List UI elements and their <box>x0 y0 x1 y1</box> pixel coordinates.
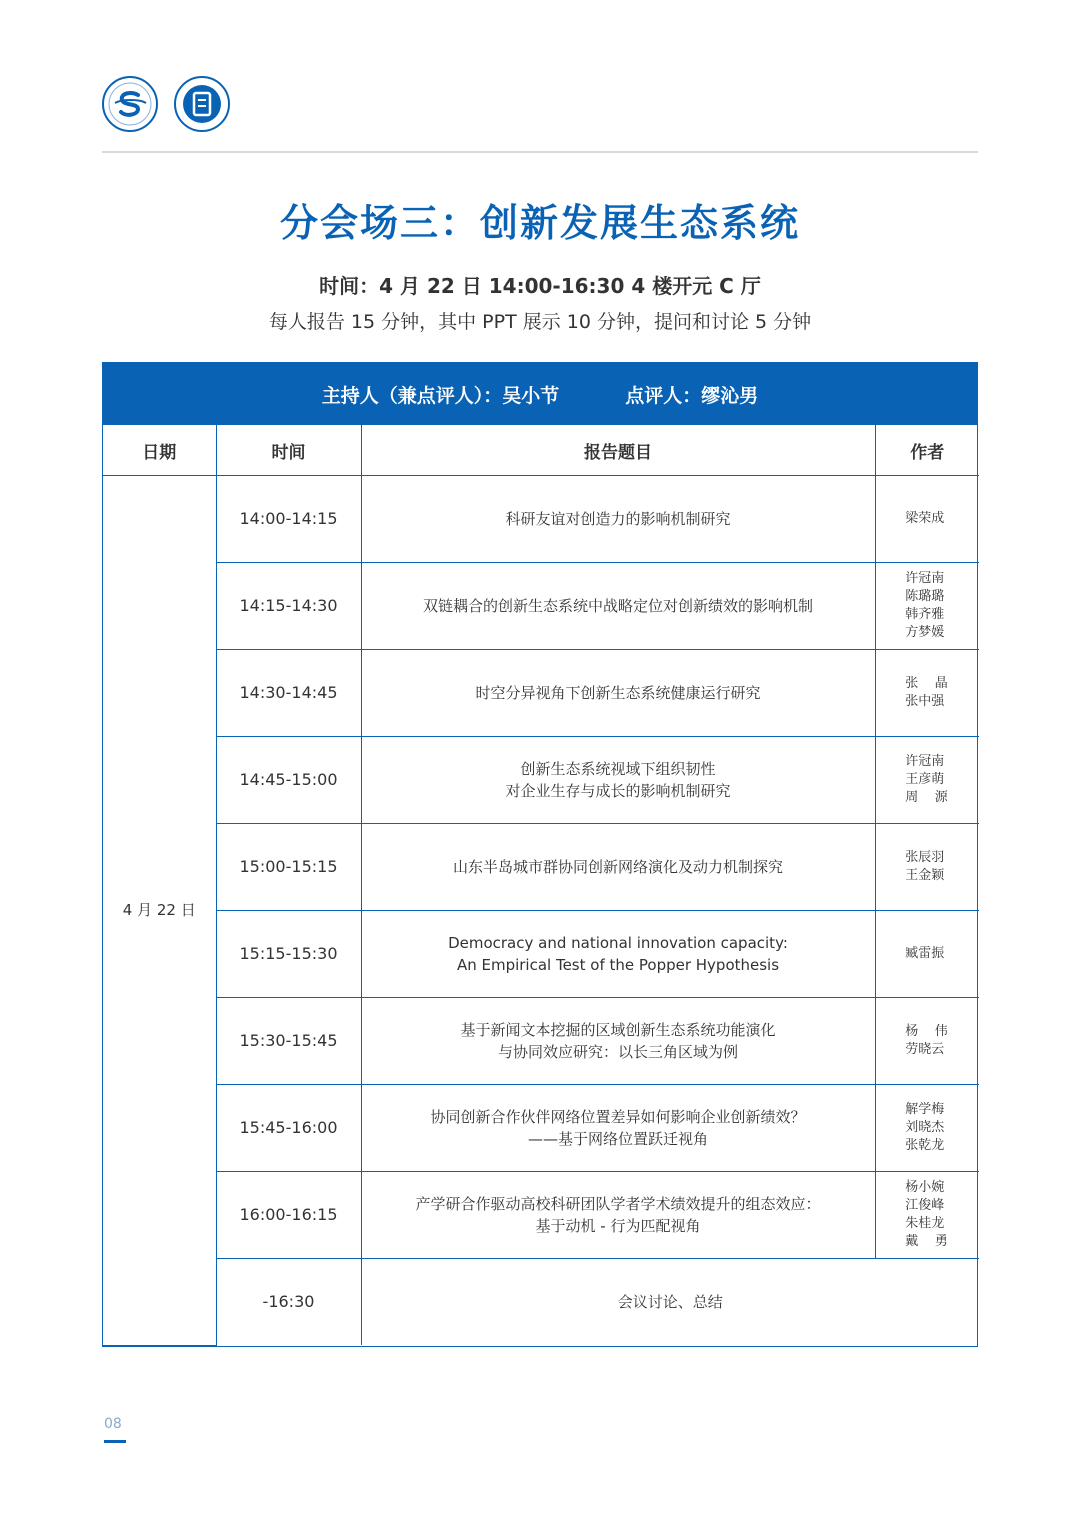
author-name: 王金颖 <box>905 868 945 883</box>
author-name: 臧雷振 <box>905 946 945 961</box>
title-line: 对企业生存与成长的影响机制研究 <box>505 782 731 800</box>
table-row <box>103 911 979 998</box>
author-name: 韩齐雅 <box>905 607 945 622</box>
time-cell: 14:30-14:45 <box>216 650 361 737</box>
header-date: 日期 <box>103 425 216 476</box>
author-name: 朱桂龙 <box>905 1216 945 1231</box>
table-header-row <box>103 425 979 476</box>
author-name: 解学梅 <box>905 1102 945 1117</box>
title-cell <box>361 737 875 824</box>
author-name: 许冠南 <box>905 754 945 769</box>
title-cell <box>361 1085 875 1172</box>
page-title: 分会场三：创新发展生态系统 <box>279 201 800 245</box>
closing-time-cell: -16:30 <box>216 1259 361 1346</box>
author-name: 王彦萌 <box>905 772 945 787</box>
time-cell: 15:15-15:30 <box>216 911 361 998</box>
author-cell <box>875 476 979 563</box>
host-label: 主持人（兼点评人）：吴小节 <box>321 384 560 407</box>
title-cell <box>361 563 875 650</box>
title-line: 科研友谊对创造力的影响机制研究 <box>505 510 731 528</box>
time-cell: 14:00-14:15 <box>216 476 361 563</box>
title-line: 产学研合作驱动高校科研团队学者学术绩效提升的组态效应： <box>415 1195 821 1213</box>
table-row <box>103 824 979 911</box>
table-row <box>103 737 979 824</box>
author-name: 江俊峰 <box>905 1198 945 1213</box>
title-line: 基于新闻文本挖掘的区域创新生态系统功能演化 <box>460 1021 776 1039</box>
table-row <box>103 650 979 737</box>
reviewer-label: 点评人：缪沁男 <box>625 384 759 407</box>
logo-group <box>102 76 230 132</box>
author-cell <box>875 737 979 824</box>
table-row <box>103 476 979 563</box>
header-time: 时间 <box>216 425 361 476</box>
header-divider <box>102 151 978 153</box>
title-line: Democracy and national innovation capacity: <box>448 934 788 952</box>
author-name: 劳晓云 <box>905 1042 945 1057</box>
title-line: 山东半岛城市群协同创新网络演化及动力机制探究 <box>452 858 783 876</box>
table-row <box>103 563 979 650</box>
title-line: 双链耦合的创新生态系统中战略定位对创新绩效的影响机制 <box>422 597 813 615</box>
title-line: 时空分异视角下创新生态系统健康运行研究 <box>475 684 761 702</box>
author-name: 陈璐璐 <box>905 589 945 604</box>
time-cell: 14:15-14:30 <box>216 563 361 650</box>
title-line: 创新生态系统视域下组织韧性 <box>520 760 716 778</box>
schedule-grid <box>103 425 979 1346</box>
header-author: 作者 <box>875 425 979 476</box>
closing-row <box>103 1259 979 1346</box>
table-row <box>103 1172 979 1259</box>
title-line: 基于动机 - 行为匹配视角 <box>535 1217 701 1235</box>
author-name: 许冠南 <box>905 571 945 586</box>
page-marker <box>104 1440 126 1443</box>
author-cell <box>875 563 979 650</box>
title-line: An Empirical Test of the Popper Hypothesis <box>456 956 780 974</box>
author-cell <box>875 1085 979 1172</box>
author-name: 张中强 <box>905 694 945 709</box>
society-logo-icon <box>102 76 158 132</box>
title-line: 与协同效应研究：以长三角区域为例 <box>497 1043 738 1061</box>
table-row <box>103 1085 979 1172</box>
author-name: 戴 勇 <box>905 1234 948 1249</box>
author-cell <box>875 998 979 1085</box>
title-cell <box>361 650 875 737</box>
date-cell: 4 月 22 日 <box>103 476 216 1346</box>
closing-title-cell: 会议讨论、总结 <box>361 1259 979 1346</box>
author-name: 张乾龙 <box>905 1138 945 1153</box>
author-name: 刘晓杰 <box>905 1120 945 1135</box>
time-cell: 15:00-15:15 <box>216 824 361 911</box>
author-name: 张 晶 <box>905 676 948 691</box>
time-cell: 14:45-15:00 <box>216 737 361 824</box>
table-row <box>103 998 979 1085</box>
schedule-table <box>102 362 978 1347</box>
author-name: 周 源 <box>905 790 948 805</box>
title-line: ——基于网络位置跃迁视角 <box>527 1130 708 1148</box>
author-name: 杨小婉 <box>905 1180 945 1195</box>
author-cell <box>875 1172 979 1259</box>
title-line: 协同创新合作伙伴网络位置差异如何影响企业创新绩效？ <box>430 1108 806 1126</box>
time-cell: 15:45-16:00 <box>216 1085 361 1172</box>
session-time: 时间：4 月 22 日 14:00-16:30 4 楼开元 C 厅 <box>319 274 761 298</box>
author-cell <box>875 824 979 911</box>
author-name: 杨 伟 <box>905 1024 948 1039</box>
title-cell <box>361 476 875 563</box>
host-bar <box>103 363 977 425</box>
author-name: 张辰羽 <box>905 850 945 865</box>
session-rules: 每人报告 15 分钟，其中 PPT 展示 10 分钟，提问和讨论 5 分钟 <box>268 311 812 333</box>
title-cell <box>361 824 875 911</box>
page-number: 08 <box>104 1416 122 1432</box>
author-name: 方梦媛 <box>905 625 945 640</box>
header-title: 报告题目 <box>361 425 875 476</box>
author-name: 梁荣成 <box>905 511 945 526</box>
time-cell: 16:00-16:15 <box>216 1172 361 1259</box>
time-cell: 15:30-15:45 <box>216 998 361 1085</box>
title-cell <box>361 1172 875 1259</box>
institute-logo-icon <box>174 76 230 132</box>
author-cell <box>875 911 979 998</box>
author-cell <box>875 650 979 737</box>
title-cell <box>361 998 875 1085</box>
title-cell <box>361 911 875 998</box>
